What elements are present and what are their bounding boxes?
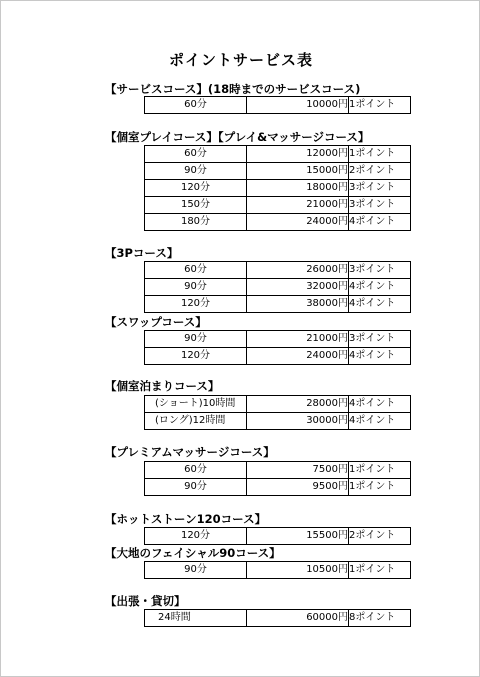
duration-cell: 120分	[145, 528, 247, 545]
table-row	[145, 610, 411, 627]
duration-cell: (ショート)10時間	[145, 396, 247, 413]
price-cell: 18000円	[247, 180, 349, 197]
table-row	[145, 562, 411, 579]
section-heading-hot-stone-course: 【ホットストーン120コース】	[105, 512, 267, 526]
price-cell: 10000円	[247, 97, 349, 114]
duration-cell: 60分	[145, 97, 247, 114]
price-cell: 15000円	[247, 163, 349, 180]
table-row	[145, 331, 411, 348]
table-row	[145, 163, 411, 180]
price-cell: 24000円	[247, 348, 349, 365]
price-cell: 15500円	[247, 528, 349, 545]
points-cell: 1ポイント	[349, 462, 411, 479]
section-heading-overnight-course: 【個室泊まりコース】	[105, 379, 220, 393]
table-row	[145, 479, 411, 496]
duration-cell: (ロング)12時間	[145, 413, 247, 430]
price-cell: 24000円	[247, 214, 349, 231]
points-cell: 1ポイント	[349, 479, 411, 496]
table-row	[145, 197, 411, 214]
points-cell: 8ポイント	[349, 610, 411, 627]
table-row	[145, 413, 411, 430]
price-cell: 30000円	[247, 413, 349, 430]
table-row	[145, 279, 411, 296]
price-cell: 12000円	[247, 146, 349, 163]
price-table-outcall-charter	[144, 609, 411, 627]
points-cell: 4ポイント	[349, 279, 411, 296]
section-heading-3p-course: 【3Pコース】	[105, 246, 179, 260]
section-heading-private-play-course: 【個室プレイコース】【プレイ&マッサージコース】	[105, 130, 370, 144]
price-table-overnight-course	[144, 395, 411, 430]
points-cell: 2ポイント	[349, 163, 411, 180]
points-cell: 3ポイント	[349, 262, 411, 279]
price-cell: 38000円	[247, 296, 349, 313]
points-cell: 3ポイント	[349, 331, 411, 348]
price-cell: 60000円	[247, 610, 349, 627]
table-row	[145, 348, 411, 365]
price-table-hot-stone-course	[144, 527, 411, 545]
section-heading-premium-massage-course: 【プレミアムマッサージコース】	[105, 445, 275, 459]
table-row	[145, 296, 411, 313]
duration-cell: 150分	[145, 197, 247, 214]
duration-cell: 60分	[145, 462, 247, 479]
price-cell: 21000円	[247, 197, 349, 214]
price-cell: 9500円	[247, 479, 349, 496]
points-cell: 4ポイント	[349, 296, 411, 313]
price-cell: 26000円	[247, 262, 349, 279]
table-row	[145, 262, 411, 279]
section-heading-service-course: 【サービスコース】(18時までのサービスコース)	[105, 82, 361, 96]
table-row	[145, 180, 411, 197]
table-row	[145, 462, 411, 479]
price-table-swap-course	[144, 330, 411, 365]
points-cell: 1ポイント	[349, 562, 411, 579]
duration-cell: 60分	[145, 146, 247, 163]
section-heading-outcall-charter: 【出張・貸切】	[105, 594, 186, 608]
duration-cell: 60分	[145, 262, 247, 279]
section-heading-swap-course: 【スワップコース】	[105, 315, 207, 329]
duration-cell: 90分	[145, 279, 247, 296]
points-cell: 4ポイント	[349, 413, 411, 430]
points-cell: 1ポイント	[349, 146, 411, 163]
duration-cell: 24時間	[145, 610, 247, 627]
price-table-facial-course	[144, 561, 411, 579]
price-table-service-course	[144, 96, 411, 114]
price-table-premium-massage-course	[144, 461, 411, 496]
points-cell: 2ポイント	[349, 528, 411, 545]
duration-cell: 90分	[145, 479, 247, 496]
points-cell: 1ポイント	[349, 97, 411, 114]
price-table-3p-course	[144, 261, 411, 313]
price-cell: 28000円	[247, 396, 349, 413]
points-cell: 4ポイント	[349, 348, 411, 365]
duration-cell: 180分	[145, 214, 247, 231]
duration-cell: 90分	[145, 562, 247, 579]
points-cell: 3ポイント	[349, 197, 411, 214]
page-title: ポイントサービス表	[168, 51, 313, 69]
duration-cell: 90分	[145, 331, 247, 348]
price-cell: 10500円	[247, 562, 349, 579]
table-row	[145, 396, 411, 413]
table-row	[145, 146, 411, 163]
points-cell: 3ポイント	[349, 180, 411, 197]
section-heading-facial-course: 【大地のフェイシャル90コース】	[105, 546, 281, 560]
duration-cell: 120分	[145, 296, 247, 313]
table-row	[145, 97, 411, 114]
duration-cell: 90分	[145, 163, 247, 180]
table-row	[145, 528, 411, 545]
duration-cell: 120分	[145, 180, 247, 197]
price-cell: 32000円	[247, 279, 349, 296]
table-row	[145, 214, 411, 231]
duration-cell: 120分	[145, 348, 247, 365]
points-cell: 4ポイント	[349, 396, 411, 413]
price-cell: 21000円	[247, 331, 349, 348]
price-table-private-play-course	[144, 145, 411, 231]
points-cell: 4ポイント	[349, 214, 411, 231]
price-cell: 7500円	[247, 462, 349, 479]
